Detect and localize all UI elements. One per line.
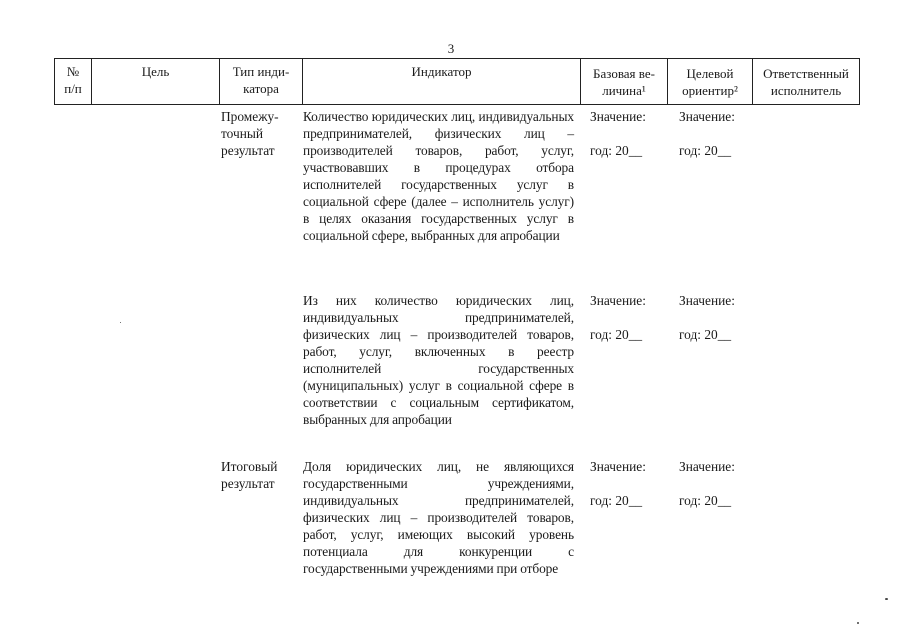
header-base-cell <box>581 59 668 105</box>
header-responsible-cell <box>753 59 860 105</box>
row1-indicator-type: Промежу- точный результат <box>221 109 279 158</box>
row2-target-value <box>679 292 761 343</box>
header-indicator-cell <box>303 59 581 105</box>
row3-base-year: год: 20__ <box>590 493 643 508</box>
row1-base-label: Значение: <box>590 109 646 124</box>
header-indicator: Индикатор <box>411 64 472 79</box>
row2-base-year: год: 20__ <box>590 327 643 342</box>
scan-speck <box>885 598 888 600</box>
row3-target-value <box>679 458 761 509</box>
row2-base-label: Значение: <box>590 293 646 308</box>
header-type-cell <box>220 59 303 105</box>
header-num: № п/п <box>64 64 82 96</box>
row2-target-label: Значение: <box>679 293 735 308</box>
page-number: 3 <box>447 41 455 56</box>
row2-target-year: год: 20__ <box>679 327 732 342</box>
row2-base-value <box>590 292 672 343</box>
header-target-cell <box>668 59 753 105</box>
row3-base-label: Значение: <box>590 459 646 474</box>
row1-target-value <box>679 108 761 159</box>
scan-speck <box>857 622 859 624</box>
row3-indicator-text: Доля юридических лиц, не являющихся государственными учреждениями, индивидуальных предпринимателей, физических лиц – производителей товаров, работ, услуг, имеющих высокий уровень потенциала для конкуренции с государственными учреждениями при отборе <box>303 459 574 576</box>
header-base-value: Базовая ве- личина¹ <box>593 66 655 98</box>
row1-base-value <box>590 108 672 159</box>
header-goal-cell <box>92 59 220 105</box>
header-num-cell <box>55 59 92 105</box>
scan-speck <box>120 322 121 323</box>
row2-indicator-text: Из них количество юридических лиц, индивидуальных предпринимателей, физических лиц – производителей товаров, работ, услуг, включенных в реестр исполнителей государственных (муниципальных) услуг в социальной сфере в соответствии с социальным сертификатом, выбранных для апробации <box>303 293 574 427</box>
row1-base-year: год: 20__ <box>590 143 643 158</box>
row3-target-year: год: 20__ <box>679 493 732 508</box>
row3-indicator-type: Итоговый результат <box>221 459 278 491</box>
header-goal: Цель <box>141 64 170 79</box>
row3-base-value <box>590 458 672 509</box>
indicators-table-header <box>54 58 860 105</box>
row1-indicator-text: Количество юридических лиц, индивидуальных предпринимателей, физических лиц – производителей товаров, работ, услуг, участвовавших в процедурах отбора исполнителей государственных услуг в социальной сфере (далее – исполнитель услуг) в целях оказания государственных услуг в социальной сфере, выбранных для апробации <box>303 109 574 243</box>
header-target: Целевой ориентир² <box>682 66 738 98</box>
row1-target-label: Значение: <box>679 109 735 124</box>
header-indicator-type: Тип инди- катора <box>232 64 290 96</box>
header-responsible: Ответственный исполнитель <box>763 66 849 98</box>
row1-target-year: год: 20__ <box>679 143 732 158</box>
row3-target-label: Значение: <box>679 459 735 474</box>
